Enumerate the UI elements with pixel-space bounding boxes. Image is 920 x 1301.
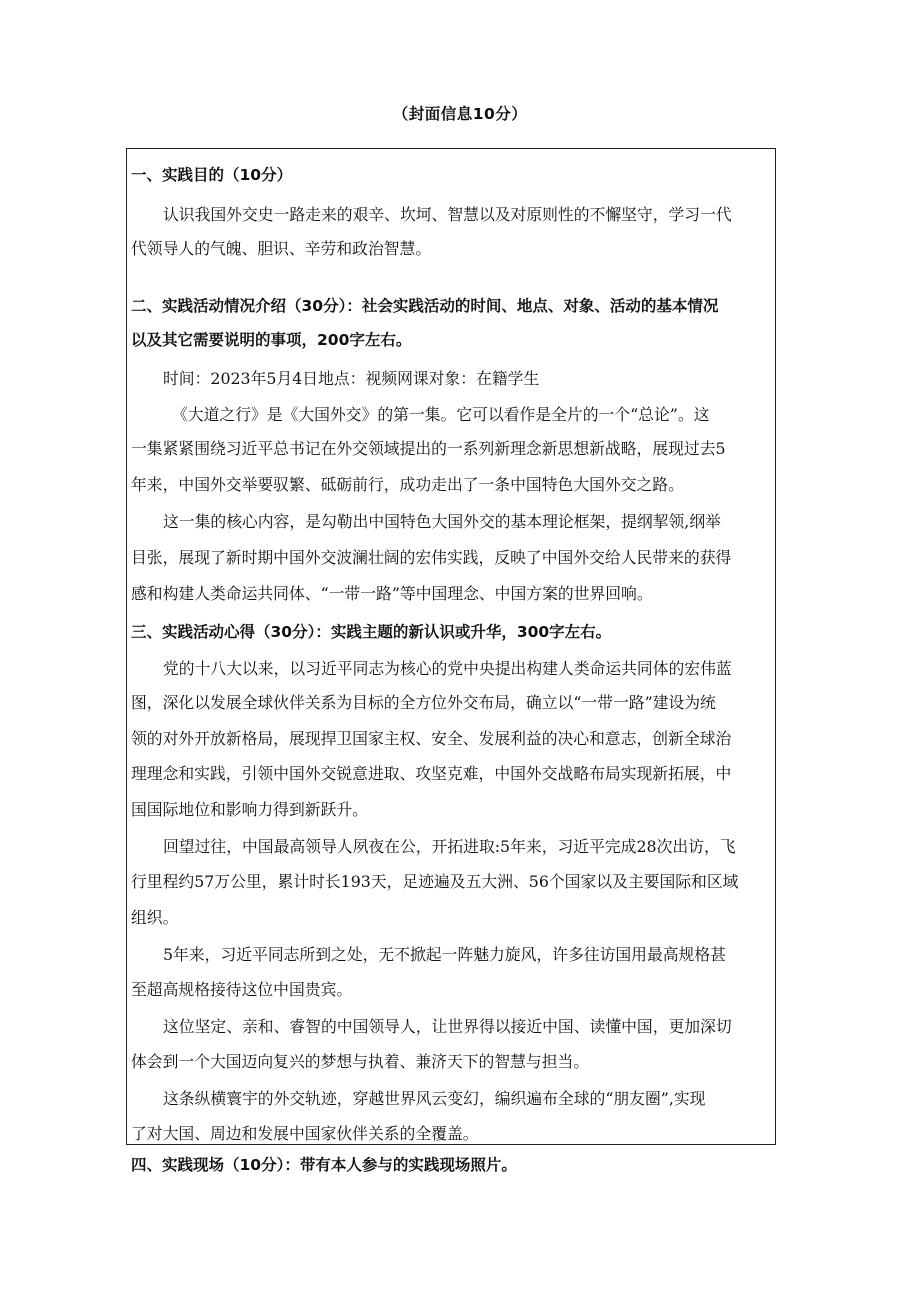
section-2-info-line: 时间：2023年5月4日地点：视频网课对象：在籍学生 (163, 369, 540, 388)
section-3-paragraph-2-line: 回望过往，中国最高领导人夙夜在公，开拓进取:5年来，习近平完成28次出访，飞 (163, 837, 736, 856)
section-2-paragraph-1-line: 《大道之行》是《大国外交》的第一集。它可以看作是全片的一个“总论”。这 (172, 405, 710, 424)
section-3-paragraph-2-line: 组织。 (131, 908, 179, 927)
section-3-paragraph-3-line: 至超高规格接待这位中国贵宾。 (131, 980, 353, 999)
section-3-paragraph-1-line: 理理念和实践，引领中国外交锐意进取、攻坚克难，中国外交战略布局实现新拓展，中 (131, 764, 732, 783)
section-1-text-line: 认识我国外交史一路走来的艰辛、坎坷、智慧以及对原则性的不懈坚守，学习一代 (163, 205, 732, 224)
section-2-heading: 以及其它需要说明的事项，200字左右。 (131, 331, 412, 349)
section-3-paragraph-5-line: 这条纵横寰宇的外交轨迹，穿越世界风云变幻，编织遍布全球的“朋友圈”,实现 (163, 1089, 706, 1108)
section-3-paragraph-4-line: 这位坚定、亲和、睿智的中国领导人，让世界得以接近中国、读懂中国，更加深切 (163, 1017, 732, 1036)
section-1-heading: 一、实践目的（10分） (131, 166, 293, 184)
section-1-text-line: 代领导人的气魄、胆识、辛劳和政治智慧。 (131, 239, 432, 258)
section-3-paragraph-1-line: 领的对外开放新格局，展现捍卫国家主权、安全、发展利益的决心和意志，创新全球治 (131, 729, 732, 748)
section-3-paragraph-4-line: 体会到一个大国迈向复兴的梦想与执着、兼济天下的智慧与担当。 (131, 1052, 590, 1071)
section-3-paragraph-1-line: 国国际地位和影响力得到新跃升。 (131, 800, 368, 819)
section-3-heading: 三、实践活动心得（30分）：实践主题的新认识或升华，300字左右。 (131, 623, 612, 641)
section-2-heading: 二、实践活动情况介绍（30分）：社会实践活动的时间、地点、对象、活动的基本情况 (131, 297, 719, 315)
section-2-paragraph-2-line: 目张，展现了新时期中国外交波澜壮阔的宏伟实践，反映了中国外交给人民带来的获得 (131, 548, 732, 567)
section-2-paragraph-2-line: 这一集的核心内容，是勾勒出中国特色大国外交的基本理论框架，提纲挈领,纲举 (163, 512, 721, 531)
section-3-paragraph-2-line: 行里程约57万公里，累计时长193天，足迹遍及五大洲、56个国家以及主要国际和区域 (131, 872, 739, 891)
section-4-heading: 四、实践现场（10分）：带有本人参与的实践现场照片。 (131, 1156, 517, 1174)
section-3-paragraph-3-line: 5年来，习近平同志所到之处，无不掀起一阵魅力旋风，许多往访国用最高规格甚 (163, 945, 726, 964)
cover-note: （封面信息10分） (392, 105, 528, 123)
section-2-paragraph-1-line: 一集紧紧围绕习近平总书记在外交领域提出的一系列新理念新思想新战略，展现过去5 (131, 439, 726, 458)
section-3-paragraph-1-line: 图，深化以发展全球伙伴关系为目标的全方位外交布局，确立以“一带一路”建设为统 (131, 693, 716, 712)
section-2-paragraph-2-line: 感和构建人类命运共同体、“一带一路”等中国理念、中国方案的世界回响。 (131, 584, 653, 603)
section-3-paragraph-1-line: 党的十八大以来，以习近平同志为核心的党中央提出构建人类命运共同体的宏伟蓝 (163, 659, 732, 678)
section-2-paragraph-1-line: 年来，中国外交举要驭繁、砥砺前行，成功走出了一条中国特色大国外交之路。 (131, 475, 684, 494)
section-3-paragraph-5-line: 了对大国、周边和发展中国家伙伴关系的全覆盖。 (131, 1124, 479, 1143)
